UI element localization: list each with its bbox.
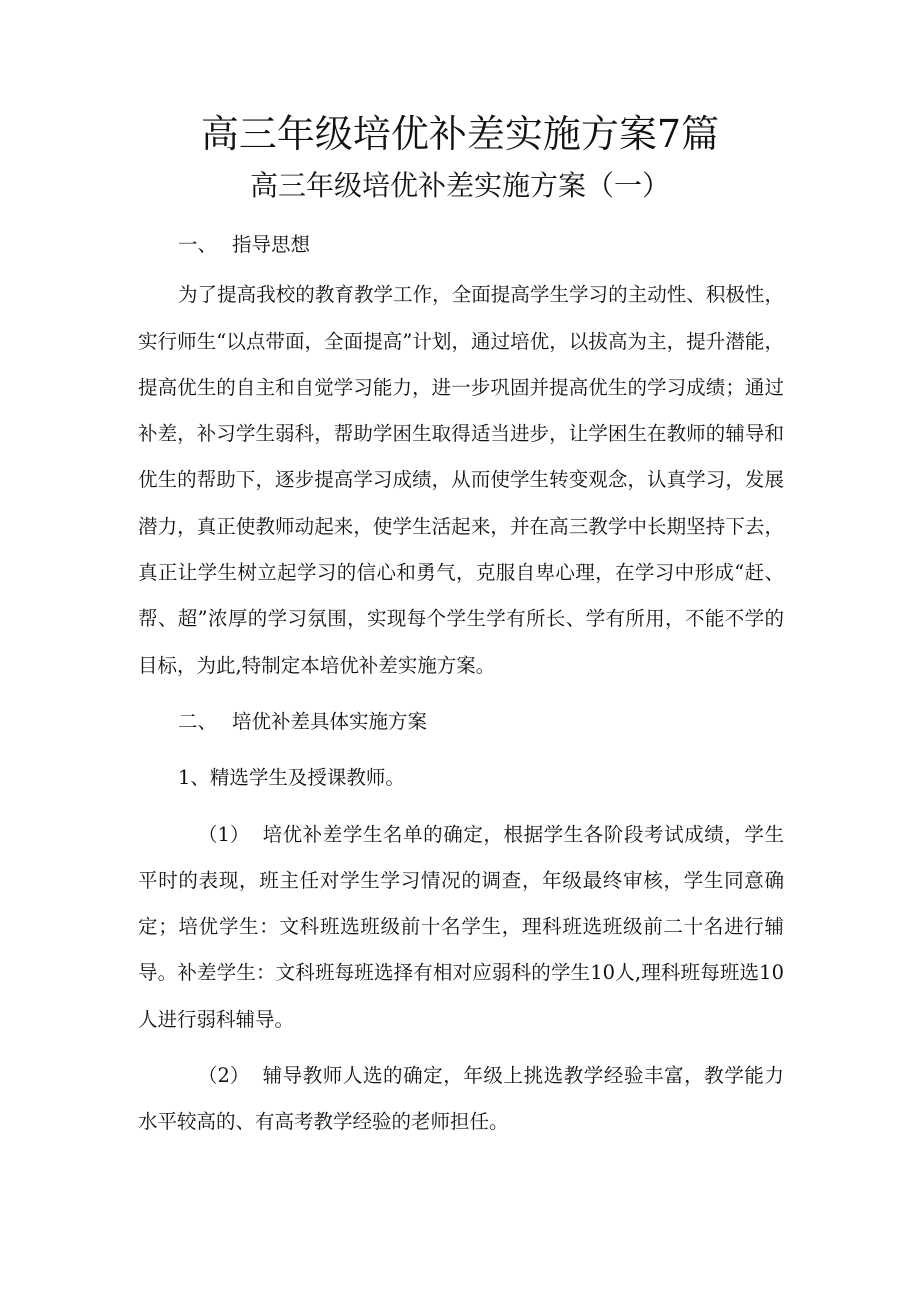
paragraph-guiding-idea: 为了提高我校的教育教学工作，全面提高学生学习的主动性、积极性，实行师生“以点带面，全面提高”计划，通过培优，以拔高为主，提升潜能，提高优生的自主和自觉学习能力，进一步巩固并提高优生的学习成绩；通过补差，补习学生弱科，帮助学困生取得适当进步，让学困生在教师的辅导和优生的帮助下，逐步提高学习成绩，从而使学生转变观念，认真学习，发展潜力，真正使教师动起来，使学生活起来，并在高三教学中长期坚持下去，真正让学生树立起学习的信心和勇气，克服自卑心理，在学习中形成“赶、帮、超”浓厚的学习氛围，实现每个学生学有所长、学有所用，不能不学的目标，为此,特制定本培优补差实施方案。	[138, 283, 784, 677]
section-number: 二、	[178, 709, 218, 733]
sub-item-text: 培优补差学生名单的确定，根据学生各阶段考试成绩，学生平时的表现，班主任对学生学习情况的调查，年级最终审核，学生同意确定；培优学生：文科班选班级前十名学生，理科班选班级前二十名进行辅导。补差学生：文科班每班选择有相对应弱科的学生10人,理科班每班选10人进行弱科辅导。	[138, 822, 784, 1031]
section-label: 培优补差具体实施方案	[232, 709, 428, 733]
section-label: 指导思想	[232, 233, 311, 256]
sub-item-text: 辅导教师人选的确定，年级上挑选教学经验丰富，教学能力水平较高的、有高考教学经验的老师担任。	[138, 1064, 784, 1134]
document-title: 高三年级培优补差实施方案7篇	[200, 112, 720, 156]
section-heading-implementation	[138, 699, 784, 745]
document-body	[138, 222, 784, 1146]
section-number: 一、	[178, 233, 218, 256]
list-item-select-students: 1、精选学生及授课教师。	[178, 766, 405, 790]
sub-item-number: （1）	[198, 822, 250, 846]
sub-item-teacher-selection	[138, 1053, 784, 1146]
section-heading-guiding-idea	[138, 222, 784, 268]
document-subtitle: 高三年级培优补差实施方案（一）	[249, 169, 670, 202]
sub-item-number: （2）	[198, 1064, 250, 1088]
sub-item-student-list	[138, 812, 784, 1043]
